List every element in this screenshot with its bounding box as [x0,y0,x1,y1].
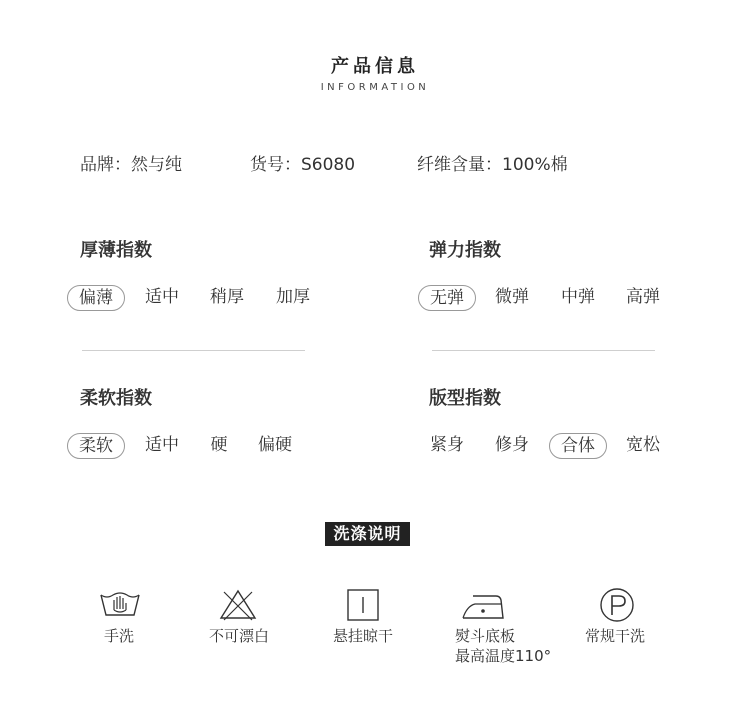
brand-info [80,150,182,175]
softness-option: 适中 [145,435,179,455]
divider-right [432,350,655,351]
hang-dry-icon [341,588,385,622]
elasticity-index-title: 弹力指数 [429,240,501,261]
item-number-label: 货号： [250,155,301,175]
thickness-options [67,285,327,313]
softness-option: 偏硬 [258,435,292,455]
elasticity-options [418,285,678,313]
item-number-info [250,150,355,175]
elasticity-option: 高弹 [626,287,660,307]
care-label: 手洗 [104,627,135,645]
fit-option: 修身 [495,435,529,455]
softness-option: 硬 [210,435,228,455]
care-label: 常规干洗 [585,627,646,645]
section-title: 产品信息 [331,56,419,77]
elasticity-option: 微弹 [495,287,529,307]
elasticity-option-selected: 无弹 [418,285,476,311]
section-subtitle: INFORMATION [320,82,430,93]
item-number-value: S6080 [301,155,356,175]
fit-option: 紧身 [430,435,464,455]
no-bleach-icon [216,588,260,622]
softness-option-selected: 柔软 [67,433,125,459]
fit-index-title: 版型指数 [429,388,501,409]
fit-options [418,433,678,461]
thickness-option: 稍厚 [210,287,244,307]
fit-option-selected: 合体 [549,433,607,459]
fiber-info [417,150,568,175]
hand-wash-icon [98,588,142,622]
elasticity-option: 中弹 [561,287,595,307]
thickness-option: 加厚 [276,287,310,307]
care-label: 不可漂白 [209,627,270,645]
thickness-index-title: 厚薄指数 [80,240,152,261]
care-label: 悬挂晾干 [333,627,394,645]
softness-options [67,433,327,461]
fiber-value: 100%棉 [502,155,568,175]
fiber-label: 纤维含量： [417,155,502,175]
care-instructions-banner: 洗涤说明 [325,522,410,546]
brand-value: 然与纯 [131,155,182,175]
thickness-option: 适中 [145,287,179,307]
divider-left [82,350,305,351]
care-label-secondary: 最高温度110° [455,647,552,665]
dry-clean-icon [595,588,639,622]
brand-label: 品牌： [80,155,131,175]
care-label: 熨斗底板 [455,627,516,645]
softness-index-title: 柔软指数 [80,388,152,409]
iron-icon [461,588,505,622]
thickness-option-selected: 偏薄 [67,285,125,311]
fit-option: 宽松 [626,435,660,455]
